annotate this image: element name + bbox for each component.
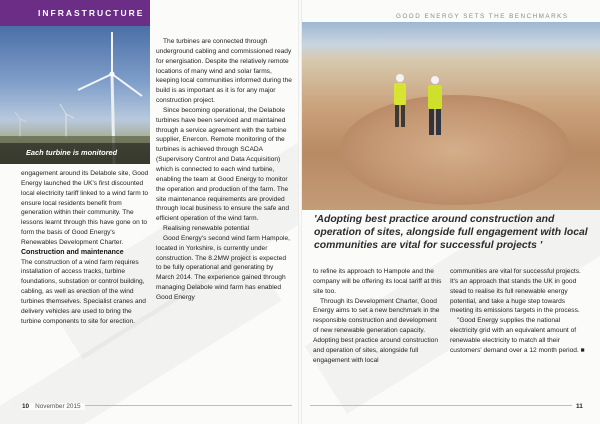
issue-date: November 2015 <box>35 403 81 410</box>
right-column-1 <box>313 267 443 365</box>
paragraph: engagement around its Delabole site, Good Energy launched the UK's first discounted local electricity tariff linked to a wind farm to ensure local residents benefit from generation within their community. The lessons learnt through this have gone on to form the basis of Good Energy's Renewables Development Charter. <box>21 170 149 246</box>
paragraph: The turbines are connected through underground cabling and commissioned ready for energisation. Despite the relatively remote locations of many wind and solar farms, keeping local communities informed during the build is as important as it is for any major construction project. <box>156 38 292 105</box>
paragraph: to refine its approach to Hampole and the company will be offering its local tariff at this site too. <box>313 268 442 295</box>
left-footer <box>22 403 85 410</box>
paragraph: The construction of a wind farm requires installation of access tracks, turbine foundations, substation or control building, cabling, as well as erection of the wind turbines themselves. Specialist cranes and delivery vehicles are used to bring the turbine components to site for erection. <box>21 258 146 325</box>
paragraph: communities are vital for successful projects. It's an approach that stands the UK in good stead to realise its full renewable energy potential, and take a huge step towards meeting its emissions targets in the process. <box>450 268 581 315</box>
paragraph: Good Energy's second wind farm Hampole, located in Yorkshire, is currently under construction. The 8.2MW project is expected to be fully operational and generating by March 2014. The experience gained through managing Delabole wind farm has enabled Good Energy <box>156 234 290 301</box>
paragraph: Through its Development Charter, Good Energy aims to set a new benchmark in the responsible construction and development of new renewable generation capacity. Adopting best practice around construction and operation of sites, alongside full engagement with local <box>313 297 440 364</box>
paragraph: "Good Energy supplies the national electricity grid with an equivalent amount of renewable electricity to match all their customers' demand over a 12 month period. ■ <box>450 317 585 354</box>
section-title: INFRASTRUCTURE <box>38 8 145 18</box>
page-number-left: 10 <box>22 403 30 410</box>
running-head: GOOD ENERGY SETS THE BENCHMARKS <box>396 13 569 20</box>
subheading-construction: Construction and maintenance <box>21 248 124 256</box>
workers-illustration <box>380 70 460 150</box>
footer-rule-right <box>310 405 580 406</box>
right-column-2 <box>450 267 588 356</box>
pull-quote: 'Adopting best practice around construction and operation of sites, alongside full engagement with local communities are vital for successful projects ' <box>314 214 588 251</box>
page-number-right: 11 <box>572 403 583 410</box>
photo-caption: Each turbine is monitored <box>26 148 118 157</box>
left-column-2 <box>156 37 292 303</box>
left-column-1 <box>21 169 149 327</box>
paragraph: Since becoming operational, the Delabole turbines have been serviced and maintained through a service agreement with the turbine supplier, Enercon. Remote monitoring of the turbines is achieved through SCADA (Supervisory Control and Data Acquisition) which is connected to each wind turbine, enabling the team at Good Energy to monitor the operation and production of the farm. The site maintenance requirements are provided through local business to ensure the safe and efficient operation of the wind farm. <box>156 106 290 223</box>
paragraph: Realising renewable potential <box>163 225 250 233</box>
page-gutter <box>298 0 302 424</box>
